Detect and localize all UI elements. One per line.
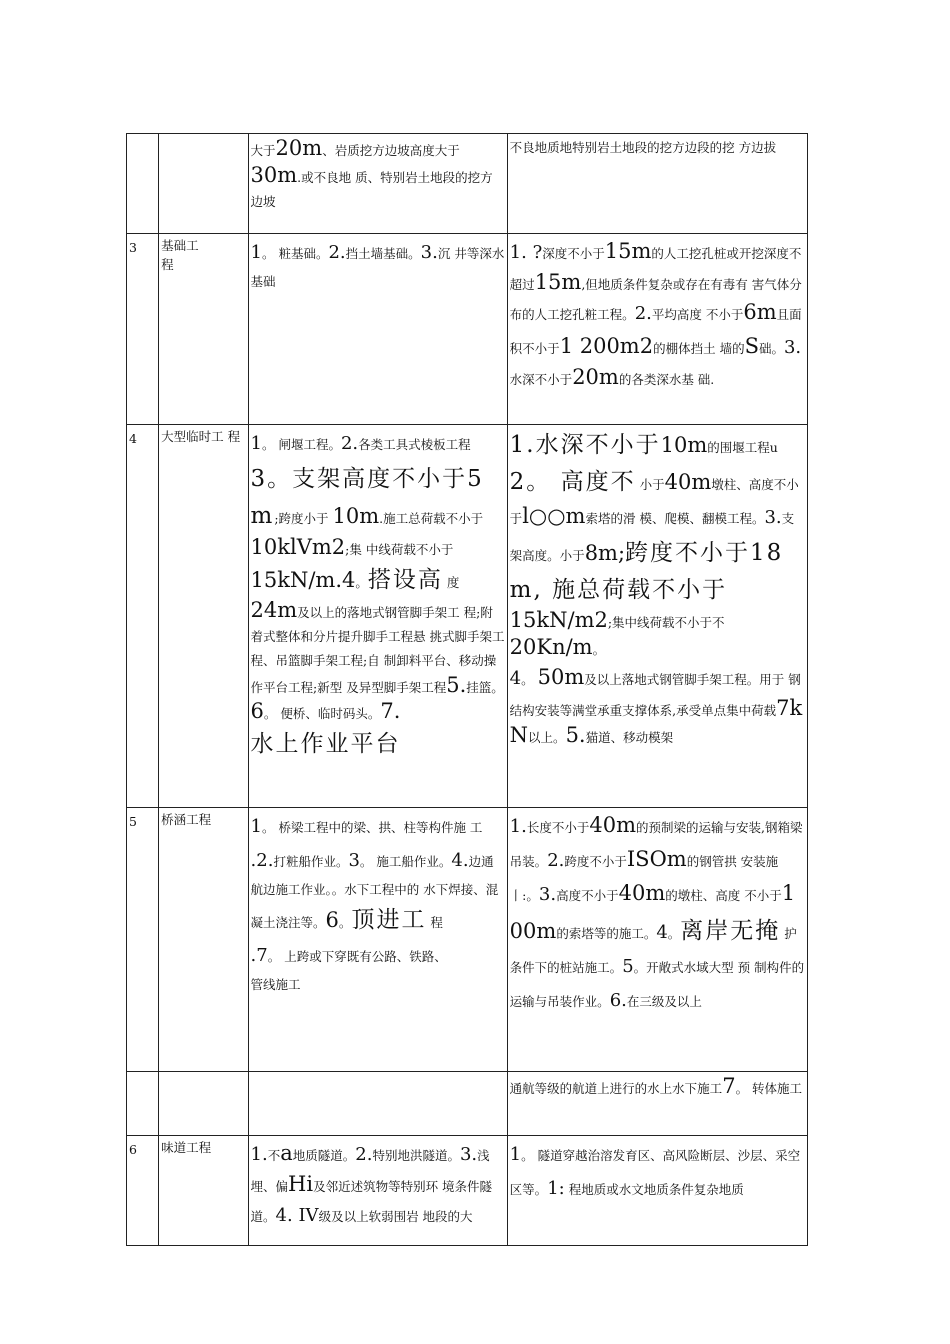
table-row: [127, 425, 808, 808]
row-number: 6: [127, 1136, 159, 1246]
project-name: [159, 1072, 248, 1136]
expert-review-text: 不良地质地特别岩土地段的挖方边段的挖 方边拔: [509, 140, 777, 155]
project-scope-cell: 1。 闸堰工程。2.各类工具式棱板工程 3。支架高度不小于5m;跨度小于 10m.施工总荷载不小于 10klVm2;集 中线荷载不小于 15kN/m.4。搭设高 度 24m及以上的落地式钢管脚手架工 程;附着式整体和分片提升脚手工程悬 挑式脚手架工程、吊篮脚手架工程;自 制卸料平台、移动操作平台工程;新型 及异型脚手架工程5.挂篮。6。 便桥、临时码头。7. 水上作业平台: [248, 425, 507, 808]
project-name: 大型临时工 程: [159, 425, 248, 808]
construction-table: [126, 133, 808, 1246]
project-scope-cell: 大于20m、岩质挖方边坡高度大于 30m.或不良地 质、特别岩土地段的挖方 边坡: [248, 134, 507, 234]
expert-review-cell: 1.水深不小于10m的围堰工程u 2。 高度不 小于40m墩柱、高度不小于l○○m索塔的滑 模、爬模、翻模工程。3.支架高度。小于8m;跨度不小于18m, 施总荷载不小于 15kN/m2;集中线荷载不小于不 20Kn/m。 4。 50m及以上落地式钢管脚手架工程。用于 钢结构安装等满堂承重支撑体系,承受单点集中荷载7kN以上。5.猫道、移动模架: [507, 425, 807, 808]
table-row: [127, 1072, 808, 1136]
project-scope-cell: 1.不a地质隧道。2.特别地洪隧道。3.浅埋、偏Hi及邻近述筑物等特别环 境条件隧道。4. IV级及以上软弱围岩 地段的大: [248, 1136, 507, 1246]
table-row: [127, 1136, 808, 1246]
project-scope-cell: 1。 桥梁工程中的梁、拱、柱等构件施 工 .2.打粧船作业。3。 施工船作业。4.边通航边施工作业。。水下工程中的 水下焊接、混凝土浇注等。6。顶进工 程 .7。 上跨或下穿既有公路、铁路、 管线施工: [248, 808, 507, 1072]
expert-review-cell: 1. ?深度不小于15m的人工挖孔桩或开挖深度不超过15m,但地质条件复杂或存在有毒有 害气体分布的人工挖孔粧工程。2.平均高度 不小于6m且面积不小于1 200m2的棚体挡土 墙的S础。3.水深不小于20m的各类深水基 础.: [507, 234, 807, 425]
row-number: [127, 134, 159, 234]
expert-review-cell: 1。 隧道穿越治溶发育区、高风险断层、沙层、采空区等。1: 程地质或水文地质条件复杂地质: [507, 1136, 807, 1246]
row-number: 3: [127, 234, 159, 425]
expert-review-cell: 1.长度不小于40m的预制梁的运输与安装,钢箱梁吊装。2.跨度不小于ISOm的钢管拱 安装施丨:。3.高度不小于40m的墩柱、高度 不小于100m的索塔等的施工。4。离岸无掩 护条件下的桩站施工。5。开敞式水域大型 预 制构件的运输与吊装作业。6.在三级及以上: [507, 808, 807, 1072]
project-scope-cell: 1。 粧基础。2.挡土墙基础。3.沉 井等深水基础: [248, 234, 507, 425]
table-row: [127, 808, 808, 1072]
expert-review-cell: [507, 134, 807, 234]
project-name: [159, 134, 248, 234]
row-number: [127, 1072, 159, 1136]
table-row: [127, 134, 808, 234]
project-name: 基础工 程: [159, 234, 248, 425]
row-number: 4: [127, 425, 159, 808]
project-name: 味道工程: [159, 1136, 248, 1246]
project-name: 桥涵工程: [159, 808, 248, 1072]
project-scope-cell: [248, 1072, 507, 1136]
expert-review-cell: 通航等级的航道上进行的水上水下施工7。 转体施工: [507, 1072, 807, 1136]
row-number: 5: [127, 808, 159, 1072]
table-row: [127, 234, 808, 425]
